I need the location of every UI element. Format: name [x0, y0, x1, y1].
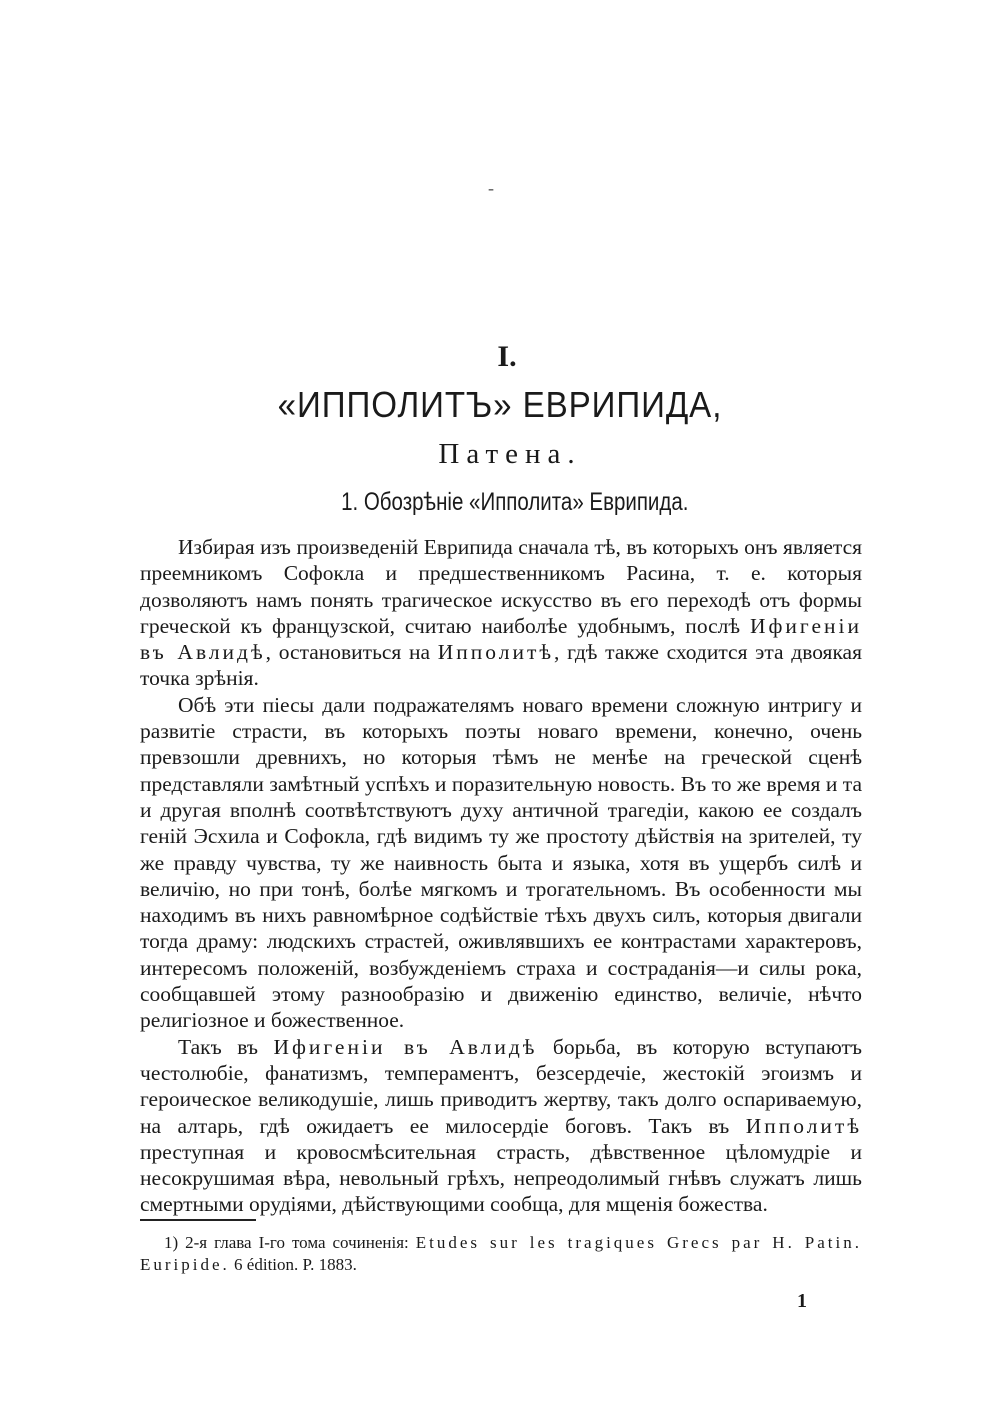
footnote-divider — [140, 1219, 256, 1221]
print-mark: - — [488, 178, 494, 198]
footnote-text — [140, 1233, 862, 1274]
text-run: 1) 2-я глава I-го тома сочиненія: — [164, 1233, 416, 1252]
text-run: преступная и кровосмѣсительная страсть, дѣвственное цѣломудріе и несокрушимая вѣра, невольный грѣхъ, непреодолимый гнѣвъ служатъ лишь смертными орудіями, дѣйствующими сообща, для мщенія божества. — [140, 1139, 862, 1217]
page-number: 1 — [797, 1290, 807, 1312]
paragraph — [140, 1034, 862, 1218]
text-run: Обѣ эти піесы дали подражателямъ новаго времени сложную интригу и развитіе страсти, въ которыхъ поэты новаго времени, конечно, очень превзошли древнихъ, но которыя тѣмъ не менѣе на греческой сценѣ представляли замѣтный успѣхъ и поразительную новость. Въ то же время и та и другая вполнѣ соотвѣтствуютъ духу античной трагедіи, какою ее создалъ геній Эсхила и Софокла, гдѣ видимъ ту же простоту дѣйствія на зрителей, ту же правду чувства, ту же наивность быта и языка, хотя въ ущербъ силѣ и величію, но при тонѣ, болѣе мягкомъ и трогательномъ. Въ особенности мы находимъ въ нихъ равномѣрное содѣйствіе тѣхъ двухъ силъ, которыя двигали тогда драму: людскихъ страстей, оживлявшихъ ее контрастами характеровъ, интересомъ положеній, возбужденіемъ страха и состраданія—и силы рока, сообщавшей этому разнообразію и движенію единство, величіе, нѣчто религіозное и божественное. — [140, 692, 862, 1033]
paragraph — [140, 692, 862, 1034]
spaced-title-text: Ифигеніи въ Авлидѣ — [140, 613, 862, 665]
text-run: , гдѣ также сходится эта двоякая точка зрѣнія. — [140, 640, 862, 691]
chapter-title: «ИППОЛИТЪ» ЕВРИПИДА, — [277, 384, 723, 425]
text-run: 6 édition. P. 1883. — [229, 1255, 357, 1274]
spaced-title-text: Ифигеніи въ Авлидѣ — [273, 1034, 538, 1059]
text-run: Такъ въ — [178, 1034, 274, 1059]
text-run: борьба, въ которую вступаютъ честолюбіе, фанатизмъ, темпераментъ, безсердечіе, жестокій эгоизмъ и героическое великодушіе, лишь приводитъ жертву, такъ долго оспариваемую, на алтарь, гдѣ ожидаетъ ее милосердіе боговъ. Такъ въ — [140, 1034, 862, 1138]
paragraph — [140, 534, 862, 692]
text-run: , остановиться на — [265, 640, 438, 665]
spaced-title-text: Etudes sur les tragiques Grecs par H. Patin. Euripide. — [140, 1233, 862, 1274]
spaced-title-text: Ипполитѣ — [437, 640, 555, 665]
chapter-number: I. — [497, 340, 517, 373]
spaced-title-text: Ипполитѣ — [745, 1113, 862, 1138]
body-text — [140, 534, 862, 1218]
text-run: Избирая изъ произведеній Еврипида сначала тѣ, въ которыхъ онъ является преемникомъ Софокла и предшественникомъ Расина, т. е. которыя дозволяютъ намъ понять трагическое искусство въ его переходѣ отъ формы греческой къ французской, считаю наиболѣе удобнымъ, послѣ — [140, 535, 862, 638]
section-heading: 1. Обозрѣніе «Ипполита» Еврипида. — [341, 488, 689, 516]
footnote — [140, 1232, 862, 1276]
author-name: Патена. — [438, 438, 582, 470]
